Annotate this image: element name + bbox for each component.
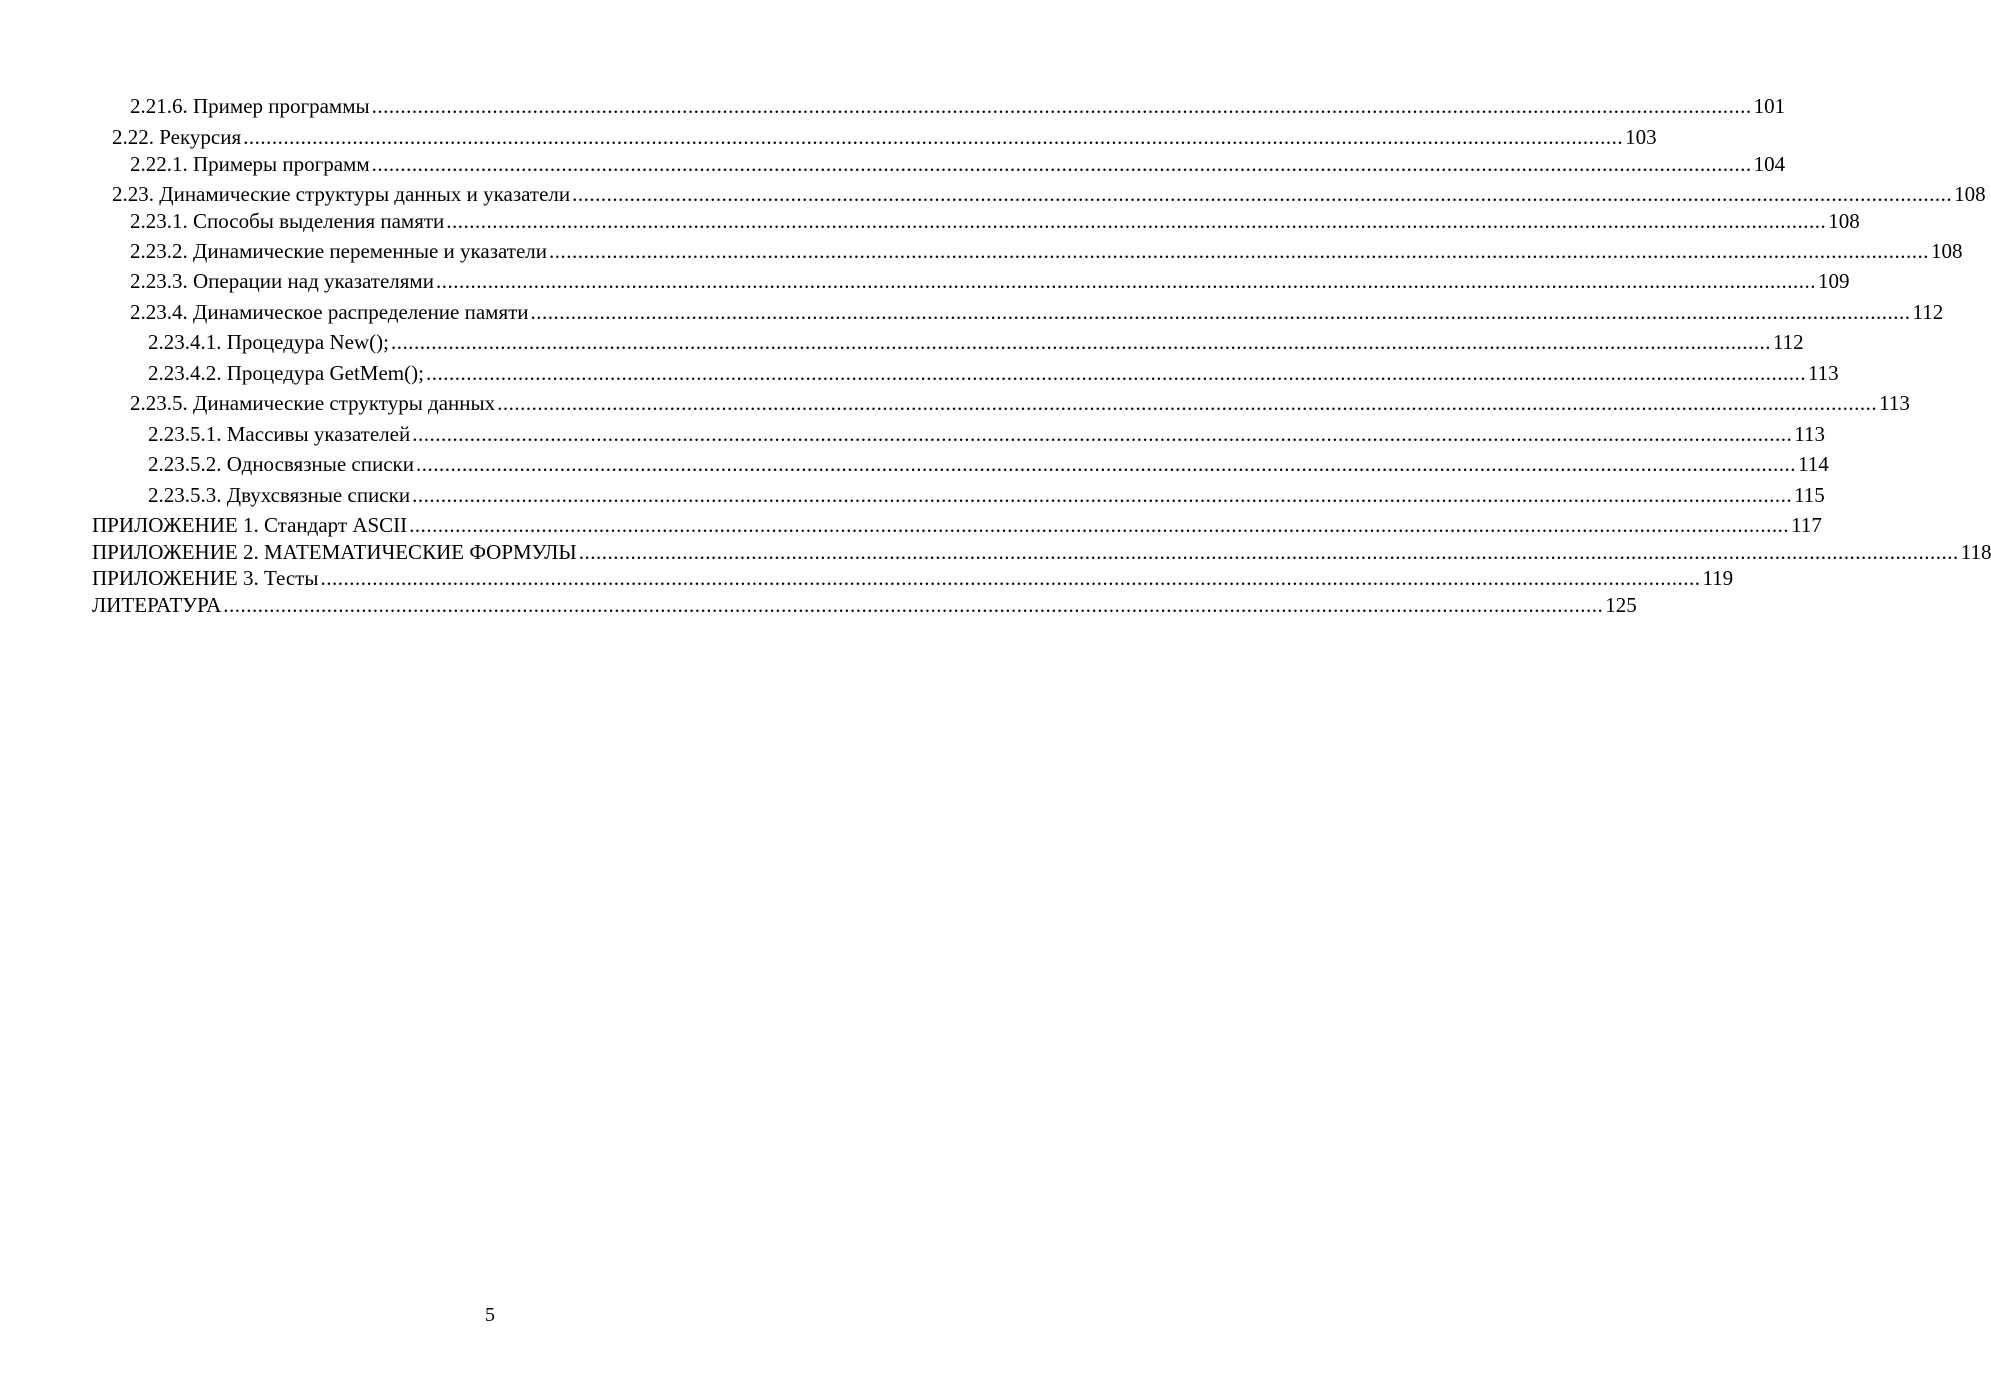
- toc-entry-2-23-5-3[interactable]: [148, 481, 1825, 509]
- toc-entry-label: 2.23.1. Способы выделения памяти: [130, 209, 445, 233]
- toc-entry-page: 103: [1625, 125, 1657, 149]
- toc-entry-page: 113: [1807, 361, 1839, 385]
- toc-entry-page: 119: [1702, 566, 1734, 590]
- toc-entry-2-23-1[interactable]: [130, 207, 1860, 235]
- toc-entry-label: 2.23.5.2. Односвязные списки: [148, 452, 414, 476]
- toc-entry-label: 2.23.5.3. Двухсвязные списки: [148, 483, 411, 507]
- toc-dot-leader: ................................................................................................................................................................................................................................................: [549, 239, 1930, 263]
- toc-entry-label: 2.23.5. Динамические структуры данных: [130, 391, 496, 415]
- toc-dot-leader: ................................................................................................................................................................................................................................................: [412, 422, 1793, 446]
- toc-entry-page: 118: [1960, 540, 1991, 564]
- toc-dot-leader: ................................................................................................................................................................................................................................................: [497, 391, 1878, 415]
- toc-entry-2-21-6[interactable]: [130, 92, 1786, 120]
- toc-entry-page: 113: [1794, 422, 1825, 446]
- toc-dot-leader: ................................................................................................................................................................................................................................................: [415, 452, 1796, 476]
- toc-entry-appendix-1[interactable]: [92, 511, 1822, 539]
- toc-entry-2-22[interactable]: [112, 123, 1657, 151]
- toc-entry-page: 109: [1817, 269, 1850, 293]
- toc-dot-leader: ................................................................................................................................................................................................................................................: [425, 361, 1806, 385]
- toc-dot-leader: ................................................................................................................................................................................................................................................: [530, 300, 1911, 324]
- toc-entry-2-23[interactable]: [112, 180, 1986, 208]
- toc-entry-page: 117: [1791, 513, 1822, 537]
- toc-entry-page: 108: [1954, 182, 1986, 206]
- toc-entry-label: 2.23.4.1. Процедура New();: [148, 330, 389, 354]
- toc-entry-label: 2.22.1. Примеры программ: [130, 152, 370, 176]
- toc-dot-leader: ................................................................................................................................................................................................................................................: [409, 513, 1790, 537]
- toc-entry-page: 125: [1605, 593, 1637, 617]
- toc-dot-leader: ................................................................................................................................................................................................................................................: [435, 269, 1816, 293]
- toc-entry-appendix-3[interactable]: [92, 564, 1734, 592]
- toc-entry-page: 101: [1753, 94, 1786, 118]
- toc-entry-label: 2.23.5.1. Массивы указателей: [148, 422, 411, 446]
- toc-entry-2-22-1[interactable]: [130, 150, 1786, 178]
- toc-entry-label: ЛИТЕРАТУРА: [92, 593, 222, 617]
- toc-entry-page: 108: [1931, 239, 1963, 263]
- toc-entry-label: ПРИЛОЖЕНИЕ 2. МАТЕМАТИЧЕСКИЕ ФОРМУЛЫ: [92, 540, 577, 564]
- toc-entry-page: 104: [1753, 152, 1786, 176]
- toc-entry-2-23-4-2[interactable]: [148, 359, 1839, 387]
- toc-entry-appendix-2[interactable]: [92, 538, 1991, 566]
- page-number: 5: [485, 1304, 495, 1326]
- toc-entry-page: 112: [1912, 300, 1944, 324]
- toc-dot-leader: ................................................................................................................................................................................................................................................: [371, 94, 1752, 118]
- toc-entry-label: 2.23.4. Динамическое распределение памяти: [130, 300, 529, 324]
- toc-dot-leader: ................................................................................................................................................................................................................................................: [243, 125, 1624, 149]
- toc-entry-label: 2.23.4.2. Процедура GetMem();: [148, 361, 424, 385]
- toc-entry-label: ПРИЛОЖЕНИЕ 1. Стандарт ASCII: [92, 513, 408, 537]
- toc-entry-page: 113: [1879, 391, 1910, 415]
- toc-dot-leader: ................................................................................................................................................................................................................................................: [390, 330, 1771, 354]
- toc-dot-leader: ................................................................................................................................................................................................................................................: [446, 209, 1827, 233]
- toc-entry-2-23-3[interactable]: [130, 267, 1850, 295]
- toc-entry-page: 114: [1797, 452, 1829, 476]
- toc-entry-2-23-2[interactable]: [130, 237, 1963, 265]
- toc-entry-label: ПРИЛОЖЕНИЕ 3. Тесты: [92, 566, 319, 590]
- toc-entry-2-23-4[interactable]: [130, 298, 1944, 326]
- toc-dot-leader: ................................................................................................................................................................................................................................................: [572, 182, 1953, 206]
- toc-dot-leader: ................................................................................................................................................................................................................................................: [320, 566, 1701, 590]
- toc-entry-label: 2.22. Рекурсия: [112, 125, 242, 149]
- toc-entry-page: 108: [1828, 209, 1860, 233]
- toc-entry-2-23-4-1[interactable]: [148, 328, 1804, 356]
- toc-entry-literature[interactable]: [92, 591, 1637, 619]
- toc-dot-leader: ................................................................................................................................................................................................................................................: [371, 152, 1752, 176]
- toc-entry-page: 112: [1772, 330, 1804, 354]
- toc-dot-leader: ................................................................................................................................................................................................................................................: [578, 540, 1959, 564]
- toc-entry-label: 2.23.3. Операции над указателями: [130, 269, 434, 293]
- toc-dot-leader: ................................................................................................................................................................................................................................................: [223, 593, 1604, 617]
- toc-entry-2-23-5[interactable]: [130, 389, 1910, 417]
- toc-entry-label: 2.23. Динамические структуры данных и указатели: [112, 182, 571, 206]
- toc-entry-2-23-5-1[interactable]: [148, 420, 1825, 448]
- toc-entry-label: 2.21.6. Пример программы: [130, 94, 370, 118]
- toc-entry-page: 115: [1794, 483, 1825, 507]
- toc-dot-leader: ................................................................................................................................................................................................................................................: [412, 483, 1793, 507]
- toc-entry-label: 2.23.2. Динамические переменные и указатели: [130, 239, 548, 263]
- toc-entry-2-23-5-2[interactable]: [148, 450, 1829, 478]
